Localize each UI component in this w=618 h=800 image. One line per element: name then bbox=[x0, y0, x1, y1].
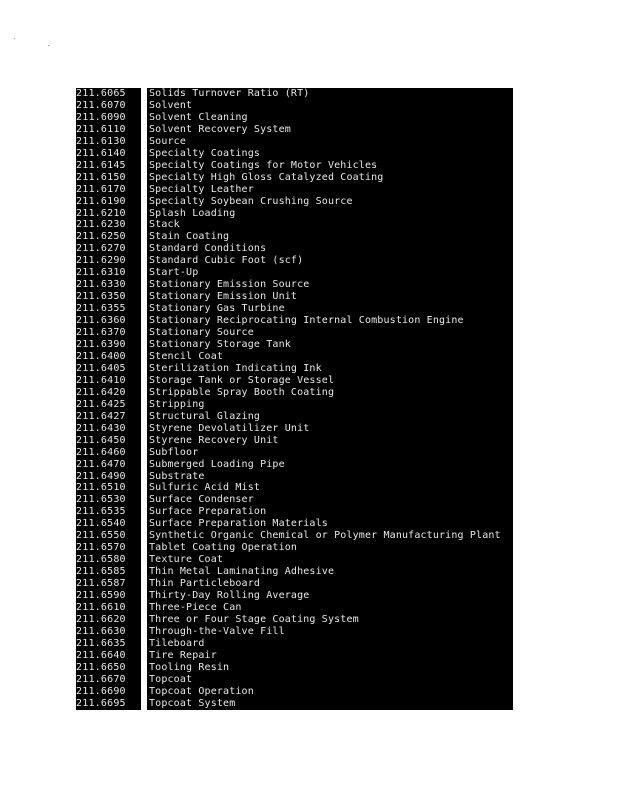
section-number: 211.6355 bbox=[76, 303, 126, 315]
table-row bbox=[76, 578, 513, 590]
section-number: 211.6065 bbox=[76, 88, 126, 99]
section-number: 211.6460 bbox=[76, 446, 126, 458]
column-divider bbox=[141, 530, 147, 542]
column-divider bbox=[141, 184, 147, 196]
section-number: 211.6140 bbox=[76, 147, 126, 159]
column-divider bbox=[141, 196, 147, 208]
section-number: 211.6570 bbox=[76, 542, 126, 554]
definition-term: Structural Glazing bbox=[149, 410, 261, 422]
section-number: 211.6450 bbox=[76, 434, 126, 446]
definition-term: Topcoat System bbox=[149, 697, 236, 709]
table-row bbox=[76, 518, 513, 530]
column-divider bbox=[141, 554, 147, 566]
table-row bbox=[76, 339, 513, 351]
table-row bbox=[76, 243, 513, 255]
column-divider bbox=[141, 650, 147, 662]
table-row bbox=[76, 638, 513, 650]
column-divider bbox=[141, 578, 147, 590]
section-number: 211.6410 bbox=[76, 374, 126, 386]
definition-term: Substrate bbox=[149, 470, 205, 482]
table-row bbox=[76, 351, 513, 363]
column-divider bbox=[141, 387, 147, 399]
column-divider bbox=[141, 375, 147, 387]
scan-speck bbox=[14, 38, 15, 39]
column-divider bbox=[141, 351, 147, 363]
section-number: 211.6620 bbox=[76, 613, 126, 625]
table-row bbox=[76, 686, 513, 698]
definition-term: Solvent Cleaning bbox=[149, 111, 248, 123]
section-number: 211.6250 bbox=[76, 231, 126, 243]
column-divider bbox=[141, 88, 147, 100]
definition-term: Stack bbox=[149, 219, 180, 231]
definition-term: Through-the-Valve Fill bbox=[149, 625, 285, 637]
column-divider bbox=[141, 315, 147, 327]
column-divider bbox=[141, 518, 147, 530]
column-divider bbox=[141, 698, 147, 710]
section-number: 211.6510 bbox=[76, 482, 126, 494]
section-number: 211.6110 bbox=[76, 123, 126, 135]
column-divider bbox=[141, 494, 147, 506]
definition-term: Source bbox=[149, 135, 187, 147]
definition-term: Surface Condenser bbox=[149, 494, 254, 506]
column-divider bbox=[141, 482, 147, 494]
column-divider bbox=[141, 124, 147, 136]
section-number: 211.6650 bbox=[76, 661, 126, 673]
definition-term: Tire Repair bbox=[149, 649, 217, 661]
definition-term: Sterilization Indicating Ink bbox=[149, 362, 322, 374]
table-row bbox=[76, 698, 513, 710]
column-divider bbox=[141, 638, 147, 650]
definition-term: Specialty Coatings bbox=[149, 147, 261, 159]
section-number: 211.6420 bbox=[76, 386, 126, 398]
table-row bbox=[76, 662, 513, 674]
table-row bbox=[76, 172, 513, 184]
table-row bbox=[76, 124, 513, 136]
section-number: 211.6400 bbox=[76, 350, 126, 362]
table-row bbox=[76, 554, 513, 566]
section-number: 211.6690 bbox=[76, 685, 126, 697]
column-divider bbox=[141, 399, 147, 411]
section-number: 211.6530 bbox=[76, 494, 126, 506]
table-row bbox=[76, 363, 513, 375]
column-divider bbox=[141, 363, 147, 375]
column-divider bbox=[141, 566, 147, 578]
section-number: 211.6550 bbox=[76, 530, 126, 542]
section-number: 211.6540 bbox=[76, 518, 126, 530]
column-divider bbox=[141, 447, 147, 459]
definition-term: Surface Preparation bbox=[149, 506, 267, 518]
column-divider bbox=[141, 267, 147, 279]
section-number: 211.6430 bbox=[76, 422, 126, 434]
column-divider bbox=[141, 208, 147, 220]
column-divider bbox=[141, 506, 147, 518]
table-row bbox=[76, 291, 513, 303]
definition-term: Specialty Soybean Crushing Source bbox=[149, 195, 353, 207]
section-number: 211.6610 bbox=[76, 601, 126, 613]
column-divider bbox=[141, 339, 147, 351]
definition-term: Solvent Recovery System bbox=[149, 123, 291, 135]
table-row bbox=[76, 208, 513, 220]
section-number: 211.6695 bbox=[76, 697, 126, 709]
section-number: 211.6360 bbox=[76, 315, 126, 327]
column-divider bbox=[141, 136, 147, 148]
definition-term: Thin Particleboard bbox=[149, 578, 261, 590]
definition-term: Tooling Resin bbox=[149, 661, 230, 673]
scan-specks bbox=[10, 34, 70, 54]
table-row bbox=[76, 196, 513, 208]
definition-term: Thin Metal Laminating Adhesive bbox=[149, 566, 335, 578]
section-number: 211.6587 bbox=[76, 578, 126, 590]
column-divider bbox=[141, 674, 147, 686]
definition-term: Three or Four Stage Coating System bbox=[149, 613, 359, 625]
column-divider bbox=[141, 626, 147, 638]
definition-term: Strippable Spray Booth Coating bbox=[149, 386, 335, 398]
section-number: 211.6670 bbox=[76, 673, 126, 685]
table-row bbox=[76, 219, 513, 231]
definition-term: Specialty Coatings for Motor Vehicles bbox=[149, 159, 378, 171]
column-divider bbox=[141, 172, 147, 184]
section-number: 211.6270 bbox=[76, 243, 126, 255]
table-row bbox=[76, 471, 513, 483]
column-divider bbox=[141, 686, 147, 698]
column-divider bbox=[141, 662, 147, 674]
definition-term: Stain Coating bbox=[149, 231, 230, 243]
section-number: 211.6210 bbox=[76, 207, 126, 219]
table-row bbox=[76, 279, 513, 291]
section-number: 211.6405 bbox=[76, 362, 126, 374]
table-row bbox=[76, 542, 513, 554]
column-divider bbox=[141, 602, 147, 614]
table-row bbox=[76, 88, 513, 100]
section-number: 211.6535 bbox=[76, 506, 126, 518]
section-number: 211.6190 bbox=[76, 195, 126, 207]
definition-term: Storage Tank or Storage Vessel bbox=[149, 374, 335, 386]
column-divider bbox=[141, 303, 147, 315]
definition-term: Stationary Storage Tank bbox=[149, 339, 291, 351]
table-row bbox=[76, 184, 513, 196]
section-number: 211.6370 bbox=[76, 327, 126, 339]
section-number: 211.6290 bbox=[76, 255, 126, 267]
table-row bbox=[76, 231, 513, 243]
table-row bbox=[76, 303, 513, 315]
table-row bbox=[76, 674, 513, 686]
definition-term: Standard Conditions bbox=[149, 243, 267, 255]
column-divider bbox=[141, 112, 147, 124]
column-divider bbox=[141, 411, 147, 423]
table-row bbox=[76, 112, 513, 124]
scan-speck bbox=[48, 45, 49, 46]
column-divider bbox=[141, 614, 147, 626]
definition-term: Styrene Recovery Unit bbox=[149, 434, 279, 446]
table-row bbox=[76, 650, 513, 662]
definition-term: Tileboard bbox=[149, 637, 205, 649]
section-number: 211.6490 bbox=[76, 470, 126, 482]
table-row bbox=[76, 423, 513, 435]
section-number: 211.6390 bbox=[76, 339, 126, 351]
definition-term: Tablet Coating Operation bbox=[149, 542, 298, 554]
section-number: 211.6150 bbox=[76, 171, 126, 183]
definition-term: Specialty High Gloss Catalyzed Coating bbox=[149, 171, 384, 183]
table-row bbox=[76, 447, 513, 459]
column-divider bbox=[141, 231, 147, 243]
definition-term: Stationary Emission Source bbox=[149, 279, 310, 291]
table-row bbox=[76, 506, 513, 518]
section-number: 211.6310 bbox=[76, 267, 126, 279]
definition-term: Stripping bbox=[149, 398, 205, 410]
table-row bbox=[76, 411, 513, 423]
table-row bbox=[76, 459, 513, 471]
table-row bbox=[76, 100, 513, 112]
column-divider bbox=[141, 279, 147, 291]
column-divider bbox=[141, 435, 147, 447]
section-number: 211.6580 bbox=[76, 554, 126, 566]
definition-term: Stationary Gas Turbine bbox=[149, 303, 285, 315]
definition-term: Subfloor bbox=[149, 446, 199, 458]
table-row bbox=[76, 602, 513, 614]
section-number: 211.6470 bbox=[76, 458, 126, 470]
table-row bbox=[76, 160, 513, 172]
section-number: 211.6330 bbox=[76, 279, 126, 291]
table-row bbox=[76, 136, 513, 148]
definition-term: Topcoat Operation bbox=[149, 685, 254, 697]
definitions-table bbox=[76, 88, 513, 710]
definition-term: Three-Piece Can bbox=[149, 601, 242, 613]
table-row bbox=[76, 387, 513, 399]
table-row bbox=[76, 399, 513, 411]
definition-term: Standard Cubic Foot (scf) bbox=[149, 255, 304, 267]
definition-term: Texture Coat bbox=[149, 554, 224, 566]
column-divider bbox=[141, 327, 147, 339]
definition-term: Styrene Devolatilizer Unit bbox=[149, 422, 310, 434]
definition-term: Submerged Loading Pipe bbox=[149, 458, 285, 470]
definition-term: Stationary Source bbox=[149, 327, 254, 339]
section-number: 211.6635 bbox=[76, 637, 126, 649]
table-row bbox=[76, 626, 513, 638]
section-number: 211.6090 bbox=[76, 111, 126, 123]
definition-term: Solvent bbox=[149, 99, 193, 111]
column-divider bbox=[141, 255, 147, 267]
definition-term: Thirty-Day Rolling Average bbox=[149, 590, 310, 602]
section-number: 211.6230 bbox=[76, 219, 126, 231]
table-row bbox=[76, 148, 513, 160]
table-row bbox=[76, 435, 513, 447]
definition-term: Surface Preparation Materials bbox=[149, 518, 328, 530]
column-divider bbox=[141, 459, 147, 471]
definition-term: Stencil Coat bbox=[149, 350, 224, 362]
definition-term: Specialty Leather bbox=[149, 183, 254, 195]
section-number: 211.6427 bbox=[76, 410, 126, 422]
table-row bbox=[76, 614, 513, 626]
table-row bbox=[76, 315, 513, 327]
section-number: 211.6130 bbox=[76, 135, 126, 147]
table-row bbox=[76, 530, 513, 542]
section-number: 211.6585 bbox=[76, 566, 126, 578]
column-divider bbox=[141, 100, 147, 112]
table-row bbox=[76, 267, 513, 279]
section-number: 211.6640 bbox=[76, 649, 126, 661]
definition-term: Topcoat bbox=[149, 673, 193, 685]
definition-term: Stationary Reciprocating Internal Combustion Engine bbox=[149, 315, 464, 327]
table-row bbox=[76, 494, 513, 506]
section-number: 211.6350 bbox=[76, 291, 126, 303]
table-row bbox=[76, 590, 513, 602]
section-number: 211.6425 bbox=[76, 398, 126, 410]
definition-term: Start-Up bbox=[149, 267, 199, 279]
table-row bbox=[76, 375, 513, 387]
definition-term: Splash Loading bbox=[149, 207, 236, 219]
table-row bbox=[76, 482, 513, 494]
section-number: 211.6145 bbox=[76, 159, 126, 171]
section-number: 211.6590 bbox=[76, 590, 126, 602]
table-row bbox=[76, 255, 513, 267]
definition-term: Sulfuric Acid Mist bbox=[149, 482, 261, 494]
column-divider bbox=[141, 291, 147, 303]
section-number: 211.6070 bbox=[76, 99, 126, 111]
table-row bbox=[76, 566, 513, 578]
column-divider bbox=[141, 219, 147, 231]
column-divider bbox=[141, 542, 147, 554]
column-divider bbox=[141, 243, 147, 255]
section-number: 211.6630 bbox=[76, 625, 126, 637]
definition-term: Stationary Emission Unit bbox=[149, 291, 298, 303]
column-divider bbox=[141, 471, 147, 483]
definition-term: Synthetic Organic Chemical or Polymer Manufacturing Plant bbox=[149, 530, 501, 542]
column-divider bbox=[141, 590, 147, 602]
section-number: 211.6170 bbox=[76, 183, 126, 195]
column-divider bbox=[141, 148, 147, 160]
column-divider bbox=[141, 160, 147, 172]
table-row bbox=[76, 327, 513, 339]
column-divider bbox=[141, 423, 147, 435]
definition-term: Solids Turnover Ratio (RT) bbox=[149, 88, 310, 99]
